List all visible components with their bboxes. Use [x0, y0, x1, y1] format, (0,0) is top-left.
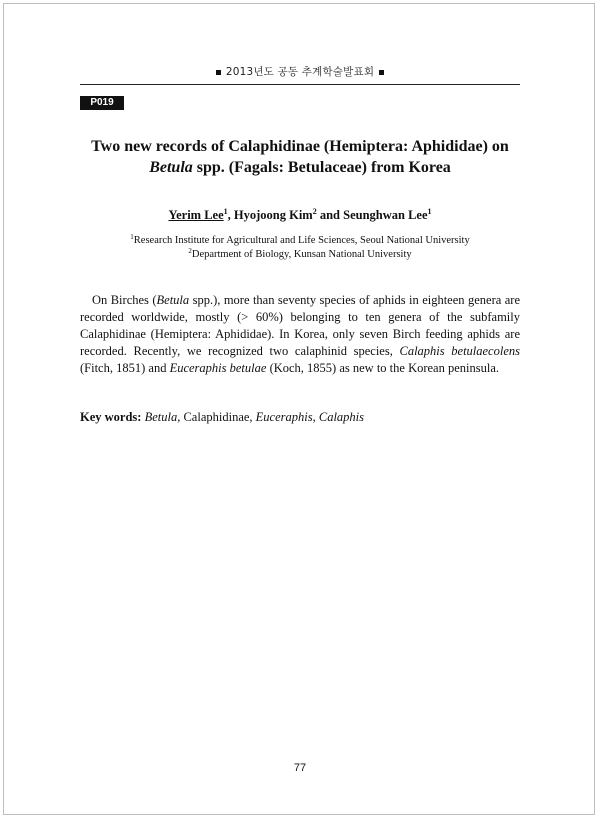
keyword: Euceraphis: [255, 410, 313, 424]
abstract-taxon: Euceraphis betulae: [169, 361, 267, 375]
presenting-author: Yerim Lee: [168, 208, 224, 222]
author-affil-mark: 2: [312, 207, 317, 216]
abstract-text: spp.), more than seventy species of aphids in eighteen genera are recorded worldwide, mostly (> 60%) belonging to ten genera of the subfamily Calaphidinae (Hemiptera: Aphididae). In Korea, only seven Birch feeding aphids are recorded. Recently, we recognized two calaphinid species,: [80, 293, 520, 358]
page-border: [3, 3, 595, 815]
running-header: [80, 64, 520, 82]
poster-code-badge: P019: [80, 96, 124, 110]
abstract-text: (Fitch, 1851) and: [80, 361, 170, 375]
keywords: [80, 410, 520, 425]
author-affil-mark: 1: [427, 207, 432, 216]
affiliation-text: Research Institute for Agricultural and Life Sciences, Seoul National University: [133, 235, 470, 246]
author-separator: ,: [227, 208, 234, 222]
author-separator: and: [316, 208, 344, 222]
abstract-paragraph: [80, 292, 520, 377]
square-bullet-icon: [216, 70, 221, 75]
header-rule: [80, 84, 520, 85]
keyword-separator: , Calaphidinae,: [177, 410, 256, 424]
title-genus: Betula: [149, 159, 193, 176]
affiliation-mark: 2: [188, 247, 192, 255]
paper-title: [70, 136, 530, 178]
title-line-2: spp. (Fagals: Betulaceae) from Korea: [192, 159, 451, 176]
abstract-text: (Koch, 1855) as new to the Korean peninsula.: [266, 361, 500, 375]
title-line-1: Two new records of Calaphidinae (Hemiptera: Aphididae) on: [91, 138, 509, 155]
keyword: Betula: [144, 410, 178, 424]
abstract-taxon: Betula: [156, 293, 190, 307]
author: Seunghwan Lee: [343, 208, 428, 222]
author-list: [80, 207, 520, 223]
page-number: 77: [293, 762, 307, 774]
affiliation: [80, 245, 520, 261]
affiliation-mark: 1: [130, 233, 134, 241]
author-affil-mark: 1: [223, 207, 228, 216]
keyword: Calaphis: [318, 410, 365, 424]
author: Hyojoong Kim: [233, 208, 313, 222]
running-header-text: 2013년도 공동 추계학술발표회: [225, 66, 375, 78]
square-bullet-icon: [379, 70, 384, 75]
keyword-separator: ,: [312, 410, 319, 424]
abstract-taxon: Calaphis betulaecolens: [399, 344, 520, 358]
abstract-text: On Birches (: [92, 293, 157, 307]
affiliation-text: Department of Biology, Kunsan National University: [191, 249, 412, 260]
keywords-label: Key words:: [80, 410, 142, 424]
